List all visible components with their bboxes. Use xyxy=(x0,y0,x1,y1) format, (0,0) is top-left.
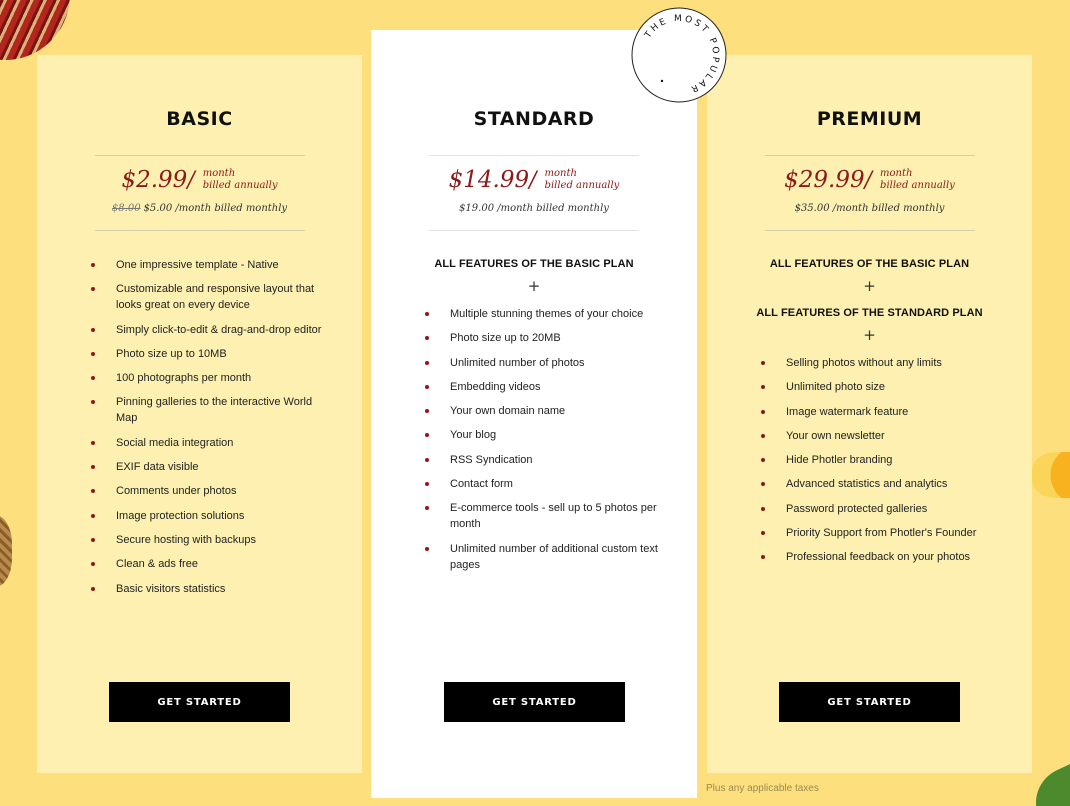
plan-card-standard xyxy=(371,30,697,798)
old-price: $8.00 xyxy=(111,203,141,214)
feature-item: Customizable and responsive layout that looks great on every device xyxy=(91,281,331,313)
feature-item: 100 photographs per month xyxy=(91,370,331,386)
feature-list xyxy=(761,355,1001,574)
feature-item: Photo size up to 10MB xyxy=(91,346,331,362)
feature-item: Social media integration xyxy=(91,435,331,451)
divider xyxy=(765,155,975,156)
divider xyxy=(765,230,975,231)
plan-card-basic xyxy=(37,55,362,773)
feature-item: Image watermark feature xyxy=(761,404,1001,420)
feature-item: Hide Photler branding xyxy=(761,452,1001,468)
feature-item: Your blog xyxy=(425,427,665,443)
feature-item: Clean & ads free xyxy=(91,556,331,572)
price-row xyxy=(707,167,1032,193)
plus-icon: + xyxy=(863,326,876,344)
get-started-button-basic[interactable]: GET STARTED xyxy=(109,682,290,722)
feature-item: Advanced statistics and analytics xyxy=(761,476,1001,492)
period-month: month xyxy=(880,168,913,179)
feature-item: Your own domain name xyxy=(425,403,665,419)
price-row xyxy=(371,167,697,193)
all-features-standard-label: ALL FEATURES OF THE STANDARD PLAN xyxy=(756,307,983,319)
monthly-price xyxy=(37,203,362,214)
feature-item: Priority Support from Photler's Founder xyxy=(761,525,1001,541)
price-slash: / xyxy=(864,167,873,193)
basket-decoration xyxy=(0,515,12,587)
price-period xyxy=(203,168,278,192)
feature-item: Multiple stunning themes of your choice xyxy=(425,306,665,322)
price-annual: $14.99 xyxy=(448,167,530,193)
feature-item: Unlimited photo size xyxy=(761,379,1001,395)
divider xyxy=(95,155,305,156)
plan-title: PREMIUM xyxy=(816,108,923,130)
badge-text: THE MOST POPULAR xyxy=(643,13,721,95)
feature-item: Unlimited number of additional custom text pages xyxy=(425,541,665,573)
feature-item: E-commerce tools - sell up to 5 photos per month xyxy=(425,500,665,532)
monthly-price: $19.00 /month billed monthly xyxy=(459,203,609,214)
divider xyxy=(429,155,639,156)
feature-item: One impressive template - Native xyxy=(91,257,331,273)
price-annual: $29.99 xyxy=(784,167,865,193)
period-billing: billed annually xyxy=(544,180,620,191)
monthly-price: $35.00 /month billed monthly xyxy=(794,203,945,214)
feature-item: Basic visitors statistics xyxy=(91,581,331,597)
price-slash: / xyxy=(187,167,195,193)
period-month: month xyxy=(544,168,577,179)
feature-item: Secure hosting with backups xyxy=(91,532,331,548)
price-period xyxy=(880,168,955,192)
feature-item: Pinning galleries to the interactive World Map xyxy=(91,394,331,426)
all-features-basic-label: ALL FEATURES OF THE BASIC PLAN xyxy=(434,258,634,270)
get-started-button-premium[interactable]: GET STARTED xyxy=(779,682,960,722)
feature-list xyxy=(91,257,331,605)
get-started-button-standard[interactable]: GET STARTED xyxy=(444,682,625,722)
feature-item: Selling photos without any limits xyxy=(761,355,1001,371)
plus-icon: + xyxy=(527,277,541,295)
price-period xyxy=(545,168,620,192)
all-features-basic-label: ALL FEATURES OF THE BASIC PLAN xyxy=(769,258,970,270)
price-slash: / xyxy=(529,167,537,193)
feature-item: Professional feedback on your photos xyxy=(761,549,1001,565)
period-billing: billed annually xyxy=(880,180,955,191)
feature-item: Password protected galleries xyxy=(761,501,1001,517)
feature-item: Comments under photos xyxy=(91,483,331,499)
feature-list xyxy=(425,306,665,581)
price-row xyxy=(37,167,362,193)
plan-title: STANDARD xyxy=(473,108,595,130)
divider xyxy=(95,230,305,231)
feature-item: Photo size up to 20MB xyxy=(425,330,665,346)
plan-title: BASIC xyxy=(166,108,233,130)
feature-item: Unlimited number of photos xyxy=(425,355,665,371)
plan-card-premium xyxy=(707,55,1032,773)
feature-item: RSS Syndication xyxy=(425,452,665,468)
citrus-decoration xyxy=(1032,452,1070,498)
feature-item: Contact form xyxy=(425,476,665,492)
feature-item: EXIF data visible xyxy=(91,459,331,475)
most-popular-badge xyxy=(630,6,728,104)
plus-icon: + xyxy=(863,277,876,295)
period-month: month xyxy=(202,168,236,179)
price-annual: $2.99 xyxy=(121,167,188,193)
taxes-note: Plus any applicable taxes xyxy=(706,783,819,794)
feature-item: Simply click-to-edit & drag-and-drop editor xyxy=(91,322,331,338)
feature-item: Image protection solutions xyxy=(91,508,331,524)
divider xyxy=(429,230,639,231)
feature-item: Embedding videos xyxy=(425,379,665,395)
period-billing: billed annually xyxy=(202,180,278,191)
monthly-price-text: $5.00 /month billed monthly xyxy=(143,203,288,214)
feature-item: Your own newsletter xyxy=(761,428,1001,444)
